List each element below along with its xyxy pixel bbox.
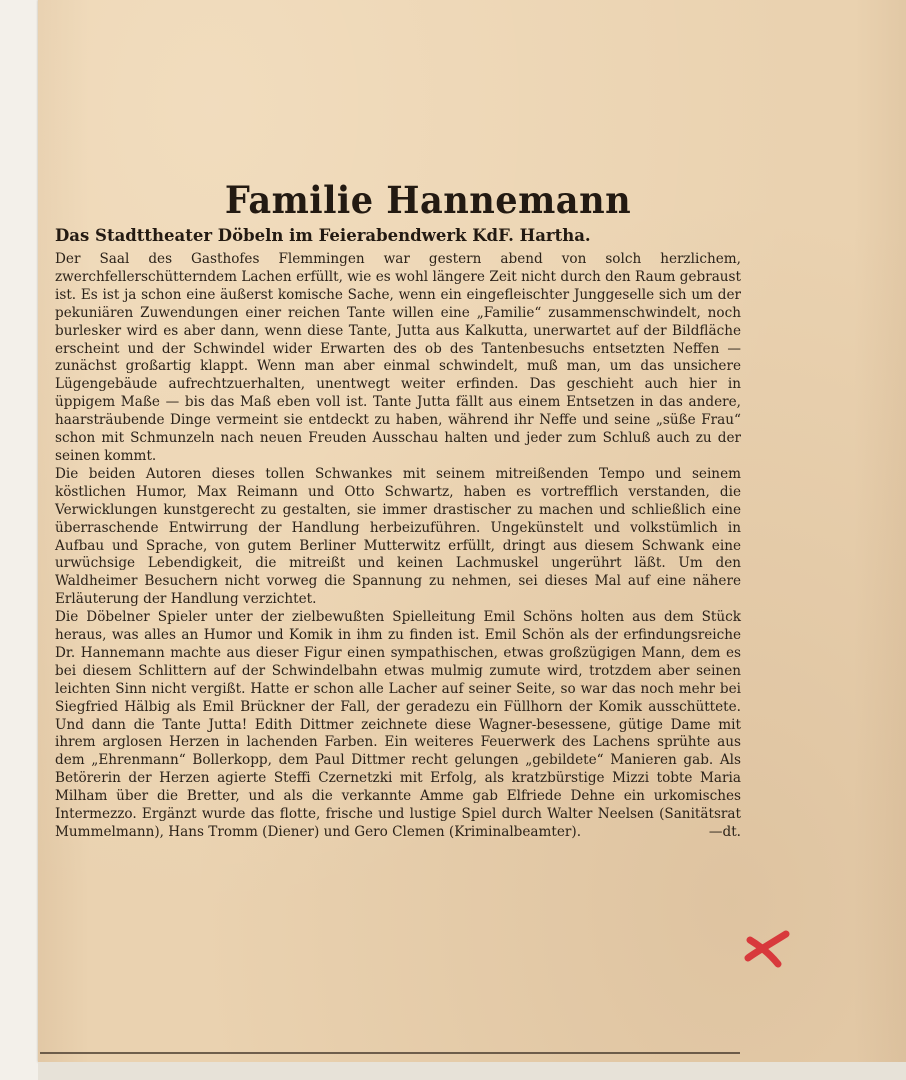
article [55,178,741,842]
author-signature: —dt. [708,824,741,841]
scan-bottom-margin [38,1062,906,1080]
article-subheadline: Das Stadttheater Döbeln im Feierabendwerk KdF. Hartha. [55,226,591,245]
article-paragraph-2: Die beiden Autoren dieses tollen Schwankes mit seinem mitreißenden Tempo und seinem köstlichen Humor, Max Reimann und Otto Schwartz, haben es vortrefflich verstanden, die Verwicklungen kunstgerecht zu gestalten, sie immer drastischer zu machen und schließlich eine überraschende Entwirrung der Handlung herbeizuführen. Ungekünstelt und volkstümlich in Aufbau und Sprache, von gutem Berliner Mutterwitz erfüllt, dringt aus diesem Schwank eine urwüchsige Lebendigkeit, die mitreißt und keinen Lachmuskel ungerührt läßt. Um den Waldheimer Besuchern nicht vorweg die Spannung zu nehmen, sei dieses Mal auf eine nähere Erläuterung der Handlung verzichtet. [55,465,741,608]
article-paragraph-1: Der Saal des Gasthofes Flemmingen war gestern abend von solch herzlichem, zwerchfellerschütterndem Lachen erfüllt, wie es wohl längere Zeit nicht durch den Raum gebraust ist. Es ist ja schon eine äußerst komische Sache, wenn ein eingefleischter Junggeselle sich um der pekuniären Zuwendungen einer reichen Tante willen eine „Familie“ zusammenschwindelt, noch burlesker wird es aber dann, wenn diese Tante, Jutta aus Kalkutta, unerwartet auf der Bildfläche erscheint und der Schwindel wider Erwarten des ob des Tantenbesuchs entsetzten Neffen — zunächst großartig klappt. Wenn man aber einmal schwindelt, muß man, um das unsichere Lügengebäude aufrechtzuerhalten, unentwegt weiter erfinden. Das geschieht auch hier in üppigem Maße — bis das Maß eben voll ist. Tante Jutta fällt aus einem Entsetzen in das andere, haarsträubende Dinge vermeint sie entdeckt zu haben, während ihr Neffe und seine „süße Frau“ schon mit Schmunzeln nach neuen Freuden Ausschau halten und jeder zum Schluß auch zu der seinen kommt. [55,251,741,464]
article-headline: Familie Hannemann [224,178,632,222]
article-paragraph-3: Die Döbelner Spieler unter der zielbewußten Spielleitung Emil Schöns holten aus dem Stück heraus, was alles an Humor und Komik in ihm zu finden ist. Emil Schön als der erfindungsreiche Dr. Hannemann machte aus dieser Figur einen sympathischen, etwas großzügigen Mann, dem es bei diesem Schlittern auf der Schwindelbahn etwas mulmig zumute wird, trotzdem aber seinen leichten Sinn nicht vergißt. Hatte er schon alle Lacher auf seiner Seite, so war das noch mehr bei Siegfried Hälbig als Emil Brückner der Fall, der geradezu ein Füllhorn der Komik ausschüttete. Und dann die Tante Jutta! Edith Dittmer zeichnete diese Wagner-besessene, gütige Dame mit ihrem arglosen Herzen in lachenden Farben. Ein weiteres Feuerwerk des Lachens sprühte aus dem „Ehrenmann“ Bollerkopp, dem Paul Dittmer recht gelungen „gebildete“ Manieren gab. Als Betörerin der Herzen agierte Steffi Czernetzki mit Erfolg, als kratzbürstige Mizzi tobte Maria Milham über die Bretter, und als die verkannte Amme gab Elfriede Dehne ein urkomisches Intermezzo. Ergänzt wurde das flotte, frische und lustige Spiel durch Walter Neelsen (Sanitätsrat Mummelmann), Hans Tromm (Diener) und Gero Clemen (Kriminalbeamter). [55,609,741,840]
red-cross-icon [742,928,792,970]
clipping-border-line [40,1052,740,1054]
